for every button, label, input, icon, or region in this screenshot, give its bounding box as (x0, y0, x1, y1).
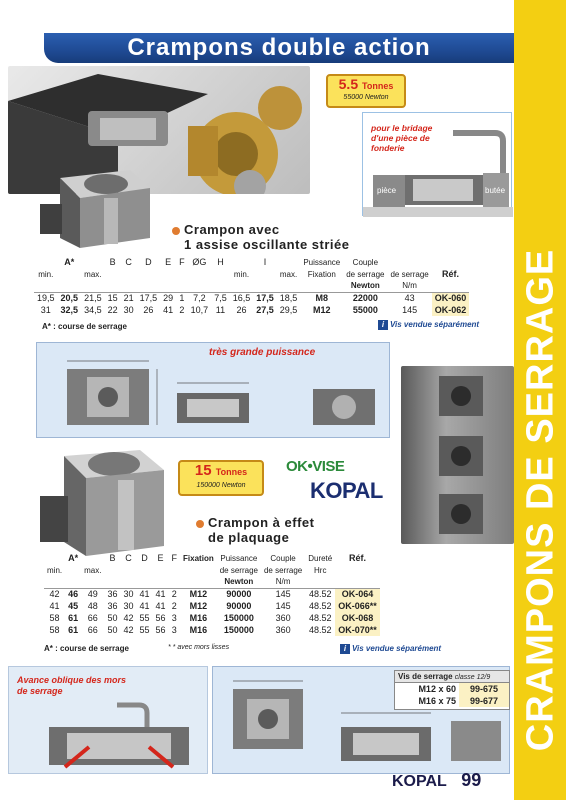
section1-table: A* B C D E F ØG H I Puissance Couple min. max. min. max. Fixation de serrage de serrage Réf. Newton N/m 19,5 20,5 21,5 15 21 17,5 29 1 7,2 7,5 16,5 17,5 18,5 M8 22000 43 OK-060 31 32,5 34,5 22 30 26 41 2 10,7 11 26 27,5 29,5 M12 55000 145 OK-062 (34, 256, 469, 316)
badge1-newton: 55000 Newton (343, 94, 389, 101)
table-row: 58 61 66 50 42 55 56 3 M16 150000 360 48.52 OK-068 (44, 612, 380, 624)
col-a: A* (64, 257, 75, 267)
force-badge-2 (174, 458, 270, 500)
diagram-caption: très grande puissance (209, 347, 316, 358)
avance-oblique-diagram (8, 666, 208, 774)
vis-table (395, 683, 509, 707)
section2-vis-note: i Vis vendue séparément (340, 644, 441, 654)
force-badge-1 (320, 72, 412, 112)
avance-caption: Avance oblique des mors de serrage (17, 675, 127, 696)
section2-table: A* B C D E F Fixation Puissance Couple Dureté Réf. min. max. de serrage de serrage Hrc Newton N/m 42 46 49 36 30 41 41 2 M12 90000 145 48.52 OK-064 41 45 48 36 30 41 41 2 M12 90000 145 48.52 OK-066** 58 61 66 50 42 55 56 3 M16 150000 360 48.52 OK-068 58 61 66 50 42 55 56 3 M16 150000 360 48.52 OK-070** (44, 552, 380, 636)
table-row: M16 x 75 99-677 (395, 695, 509, 707)
page-title: Crampons double action (127, 34, 431, 61)
bullet-icon (172, 227, 180, 235)
badge1-unit: Tonnes (362, 81, 394, 91)
section2-footnote: A* : course de serrage (44, 644, 129, 653)
table-row: 31 32,5 34,5 22 30 26 41 2 10,7 11 26 27,5 29,5 M12 55000 145 OK-062 (34, 304, 469, 316)
vis-title: Vis de serrage (398, 672, 453, 681)
badge2-tonnes: 15 (194, 462, 212, 479)
badge2-unit: Tonnes (215, 467, 248, 477)
butee-label: butée (485, 186, 506, 195)
vis-class: classe 12/9 (454, 674, 491, 681)
table-row: 42 46 49 36 30 41 41 2 M12 90000 145 48.52 OK-064 (44, 588, 380, 600)
section1-vis-note: i Vis vendue séparément (378, 320, 479, 330)
info-icon: i (340, 644, 350, 654)
table-row: 19,5 20,5 21,5 15 21 17,5 29 1 7,2 7,5 16,5 17,5 18,5 M8 22000 43 OK-060 (34, 292, 469, 304)
section1-heading: Crampon avec 1 assise oscillante striée (172, 222, 349, 252)
table-row: 41 45 48 36 30 41 41 2 M12 90000 145 48.52 OK-066** (44, 600, 380, 612)
table-row: M12 x 60 99-675 (395, 683, 509, 695)
badge1-tonnes: 5.5 (338, 76, 359, 92)
piece-label: pièce (377, 186, 397, 195)
clamp-photo-1 (40, 168, 160, 256)
okvise-logo: OK•VISE (286, 458, 345, 475)
side-label: CRAMPONS DE SERRAGE (519, 248, 562, 752)
bridage-caption: pour le bridage d'une pièce de fonderie (371, 123, 433, 153)
bridage-diagram (362, 112, 512, 216)
vis-serrage-box (394, 670, 510, 710)
table-row: 58 61 66 50 42 55 56 3 M16 150000 360 48.52 OK-070** (44, 624, 380, 636)
clamp-photo-2 (40, 446, 170, 566)
section2-footnote2: * * avec mors lisses (168, 644, 230, 651)
badge2-newton: 150000 Newton (196, 482, 246, 489)
page-footer (392, 770, 496, 791)
section1-footnote: A* : course de serrage (42, 322, 127, 331)
page-number: 99 (461, 770, 482, 790)
section2-heading: Crampon à effet de plaquage (196, 515, 314, 545)
machine-photo (401, 366, 514, 544)
info-icon: i (378, 320, 388, 330)
footer-brand: KOPAL (392, 773, 447, 790)
bullet-icon (196, 520, 204, 528)
kopal-logo: KOPAL (310, 478, 383, 503)
section1-diagram (36, 342, 390, 438)
